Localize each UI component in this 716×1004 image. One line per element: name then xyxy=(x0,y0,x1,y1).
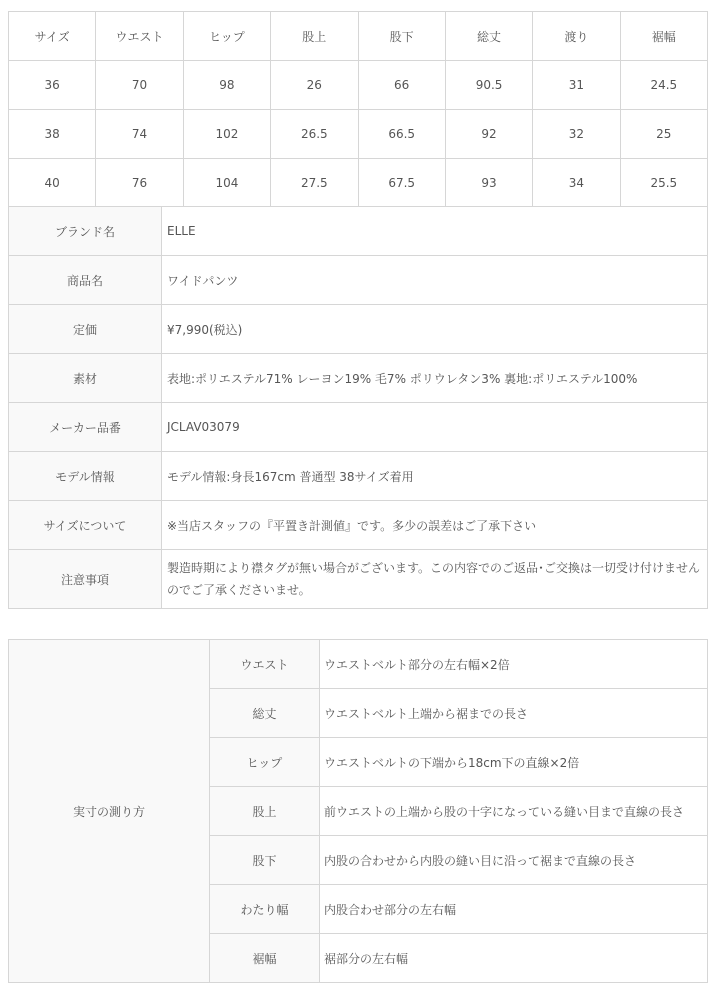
info-label: ブランド名 xyxy=(9,207,162,256)
header-cell: ウエスト xyxy=(96,12,183,61)
table-cell: 67.5 xyxy=(358,159,445,208)
measure-row xyxy=(9,640,708,689)
measure-value: 裾部分の左右幅 xyxy=(320,934,708,983)
header-cell: 渡り xyxy=(533,12,620,61)
info-value: 表地:ポリエステル71% レーヨン19% 毛7% ポリウレタン3% 裏地:ポリエステル100% xyxy=(162,354,708,403)
table-cell: 92 xyxy=(445,110,532,159)
table-cell: 26.5 xyxy=(271,110,358,159)
table-cell: 32 xyxy=(533,110,620,159)
header-cell: 裾幅 xyxy=(620,12,707,61)
info-label: サイズについて xyxy=(9,501,162,550)
info-row-model-number xyxy=(9,403,708,452)
table-cell: 38 xyxy=(9,110,96,159)
table-cell: 40 xyxy=(9,159,96,208)
table-cell: 74 xyxy=(96,110,183,159)
measure-value: ウエストベルト上端から裾までの長さ xyxy=(320,689,708,738)
table-cell: 27.5 xyxy=(271,159,358,208)
info-value: 製造時期により襟タグが無い場合がございます。この内容でのご返品･ご交換は一切受け付けませんのでご了承くださいませ。 xyxy=(162,550,708,609)
table-cell: 66.5 xyxy=(358,110,445,159)
info-row-caution xyxy=(9,550,708,609)
table-row xyxy=(9,159,708,208)
table-cell: 34 xyxy=(533,159,620,208)
product-info-table xyxy=(8,206,708,609)
info-value: ※当店スタッフの『平置き計測値』です。多少の誤差はご了承下さい xyxy=(162,501,708,550)
info-row-material xyxy=(9,354,708,403)
table-cell: 26 xyxy=(271,61,358,110)
header-cell: 股下 xyxy=(358,12,445,61)
table-cell: 25 xyxy=(620,110,707,159)
table-cell: 102 xyxy=(183,110,270,159)
info-label: 定価 xyxy=(9,305,162,354)
measure-label: 股下 xyxy=(210,836,320,885)
info-row-size-note xyxy=(9,501,708,550)
measure-value: 内股の合わせから内股の縫い目に沿って裾まで直線の長さ xyxy=(320,836,708,885)
info-row-model-info xyxy=(9,452,708,501)
info-label: モデル情報 xyxy=(9,452,162,501)
info-value: ELLE xyxy=(162,207,708,256)
header-cell: 総丈 xyxy=(445,12,532,61)
table-cell: 25.5 xyxy=(620,159,707,208)
measure-value: 内股合わせ部分の左右幅 xyxy=(320,885,708,934)
info-label: 素材 xyxy=(9,354,162,403)
header-cell: サイズ xyxy=(9,12,96,61)
measure-label: ウエスト xyxy=(210,640,320,689)
header-cell: ヒップ xyxy=(183,12,270,61)
info-value: JCLAV03079 xyxy=(162,403,708,452)
measure-value: 前ウエストの上端から股の十字になっている縫い目まで直線の長さ xyxy=(320,787,708,836)
table-cell: 31 xyxy=(533,61,620,110)
measure-label: ヒップ xyxy=(210,738,320,787)
table-cell: 90.5 xyxy=(445,61,532,110)
table-row xyxy=(9,61,708,110)
info-value: ¥7,990(税込) xyxy=(162,305,708,354)
info-value: モデル情報:身長167cm 普通型 38サイズ着用 xyxy=(162,452,708,501)
info-label: 商品名 xyxy=(9,256,162,305)
table-cell: 76 xyxy=(96,159,183,208)
info-row-price xyxy=(9,305,708,354)
table-cell: 98 xyxy=(183,61,270,110)
info-row-product-name xyxy=(9,256,708,305)
measure-label: 裾幅 xyxy=(210,934,320,983)
measure-value: ウエストベルトの下端から18cm下の直線×2倍 xyxy=(320,738,708,787)
info-label: メーカー品番 xyxy=(9,403,162,452)
info-label: 注意事項 xyxy=(9,550,162,609)
table-row xyxy=(9,110,708,159)
size-table-header-row xyxy=(9,12,708,61)
table-cell: 93 xyxy=(445,159,532,208)
header-cell: 股上 xyxy=(271,12,358,61)
measure-title: 実寸の測り方 xyxy=(9,640,210,983)
info-row-brand xyxy=(9,207,708,256)
table-cell: 36 xyxy=(9,61,96,110)
measure-value: ウエストベルト部分の左右幅×2倍 xyxy=(320,640,708,689)
measurement-guide-table xyxy=(8,639,708,983)
measure-label: わたり幅 xyxy=(210,885,320,934)
table-cell: 104 xyxy=(183,159,270,208)
table-cell: 24.5 xyxy=(620,61,707,110)
table-cell: 66 xyxy=(358,61,445,110)
table-cell: 70 xyxy=(96,61,183,110)
info-value: ワイドパンツ xyxy=(162,256,708,305)
size-table xyxy=(8,11,708,208)
measure-label: 股上 xyxy=(210,787,320,836)
measure-label: 総丈 xyxy=(210,689,320,738)
